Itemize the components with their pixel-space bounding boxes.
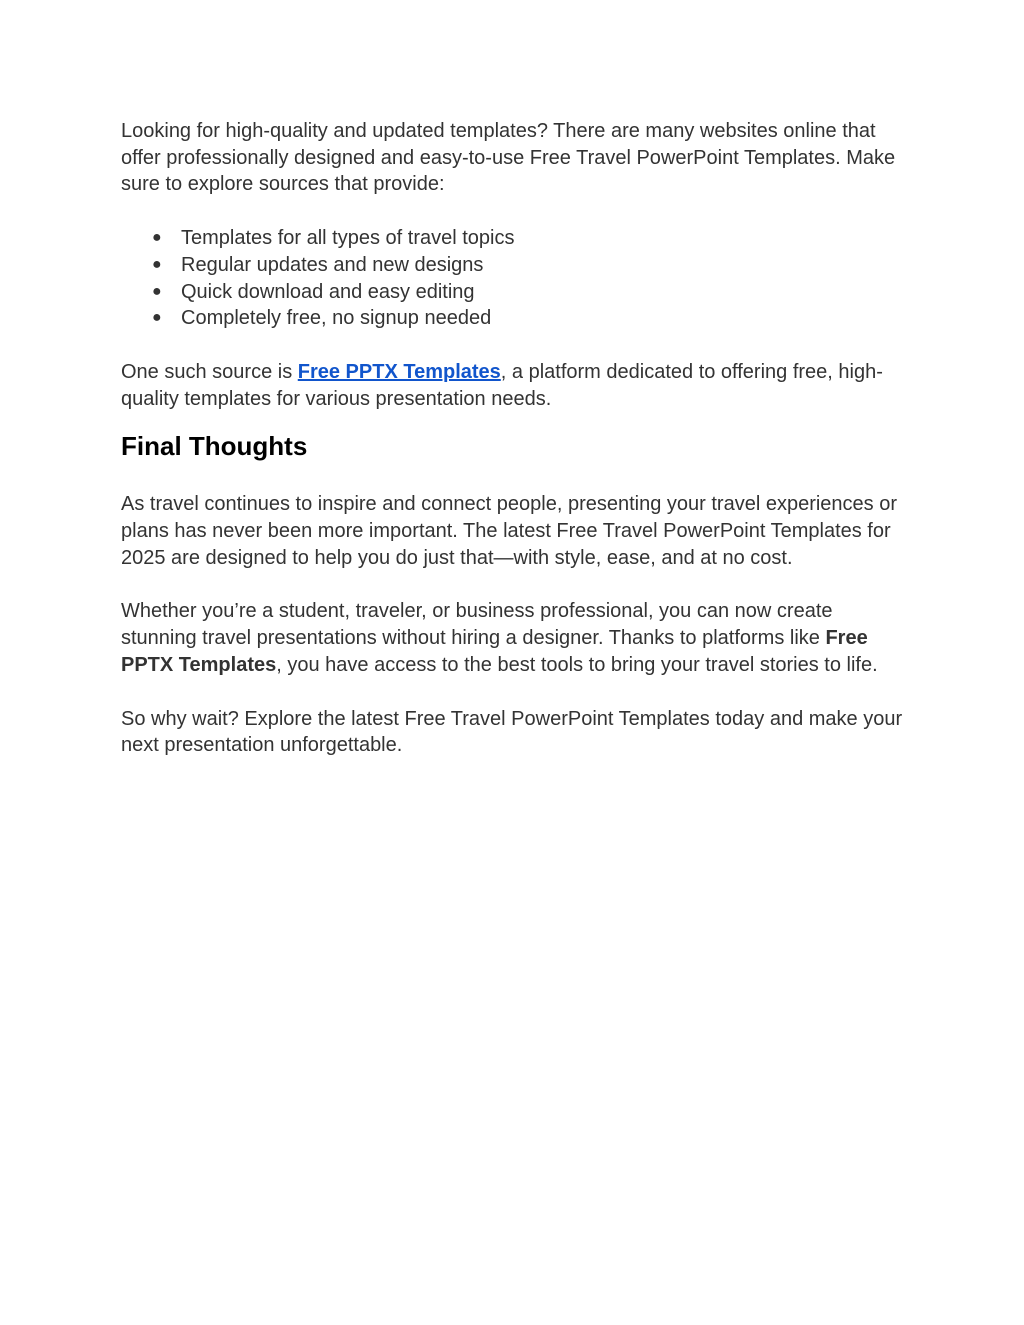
source-paragraph — [121, 359, 911, 412]
bullet-icon: ● — [152, 309, 162, 327]
document-page — [121, 118, 911, 759]
bullet-icon: ● — [152, 255, 162, 273]
list-item-text: Quick download and easy editing — [181, 280, 475, 303]
list-item — [121, 279, 911, 306]
final-paragraph-2 — [121, 598, 911, 678]
list-item-text: Completely free, no signup needed — [181, 307, 492, 330]
para2-text-before: Whether you’re a student, traveler, or business professional, you can now create stunning travel presentations without hiring a designer. Thanks to platforms like — [121, 600, 833, 650]
para2-text-after: , you have access to the best tools to bring your travel stories to life. — [276, 653, 878, 676]
list-item-text: Regular updates and new designs — [181, 253, 484, 276]
source-text-after: , a platform dedicated to offering free, high-quality templates for various presentation needs. — [121, 360, 883, 410]
list-item — [121, 252, 911, 279]
list-item — [121, 305, 911, 332]
para2-bold-text: Free PPTX Templates — [121, 627, 868, 676]
feature-list — [121, 225, 911, 332]
list-item — [121, 225, 911, 252]
list-item-text: Templates for all types of travel topics — [181, 227, 515, 250]
bullet-icon: ● — [152, 229, 162, 247]
bullet-icon: ● — [152, 282, 162, 300]
final-paragraph-1: As travel continues to inspire and connect people, presenting your travel experiences or plans has never been more important. The latest Free Travel PowerPoint Templates for 2025 are designed to help you do just that—with style, ease, and at no cost. — [121, 493, 898, 569]
free-pptx-templates-link[interactable]: Free PPTX Templates — [297, 360, 501, 383]
source-text-before: One such source is — [121, 360, 298, 383]
final-paragraph-3: So why wait? Explore the latest Free Travel PowerPoint Templates today and make your next presentation unforgettable. — [121, 707, 903, 757]
intro-paragraph: Looking for high-quality and updated templates? There are many websites online that offer professionally designed and easy-to-use Free Travel PowerPoint Templates. Make sure to explore sources that provide: — [121, 120, 896, 196]
section-heading: Final Thoughts — [121, 431, 308, 462]
